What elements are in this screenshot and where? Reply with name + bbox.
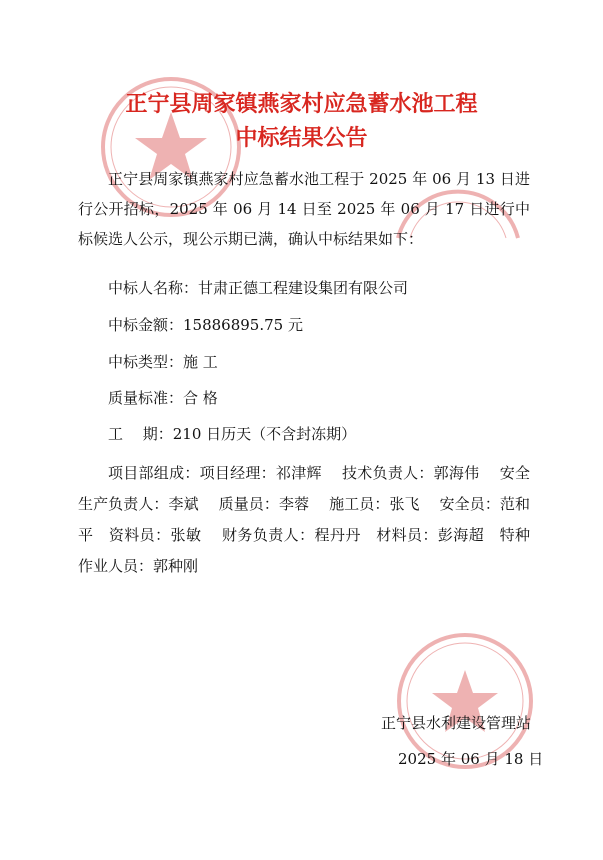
period-line: 工 期：210 日历天（不含封冻期）	[108, 425, 357, 443]
quality-line: 质量标准：合 格	[108, 389, 218, 407]
amount-line: 中标金额：15886895.75 元	[108, 316, 303, 334]
team-paragraph: 项目部组成：项目经理：祁津辉 技术负责人：郭海伟 安全生产负责人：李斌 质量员：李蓉 施工员：张飞 安全员：范和平 资料员：张敏 财务负责人：程丹丹 材料员：彭海超 特种作业人员：郭种刚	[78, 464, 530, 575]
type-line: 中标类型：施 工	[108, 353, 218, 371]
issuer-name: 正宁县水利建设管理站	[381, 714, 532, 732]
issue-date: 2025 年 06 月 18 日	[398, 750, 544, 768]
winner-line: 中标人名称：甘肃正德工程建设集团有限公司	[108, 279, 409, 297]
intro-paragraph: 正宁县周家镇燕家村应急蓄水池工程于 2025 年 06 月 13 日进行公开招标，2025 年 06 月 14 日至 2025 年 06 月 17 日进行中标候选人公示，现公示期已满，确认中标结果如下：	[78, 170, 530, 248]
notice-title-line2: 中标结果公告	[235, 126, 368, 151]
notice-title-line1: 正宁县周家镇燕家村应急蓄水池工程	[125, 92, 478, 117]
